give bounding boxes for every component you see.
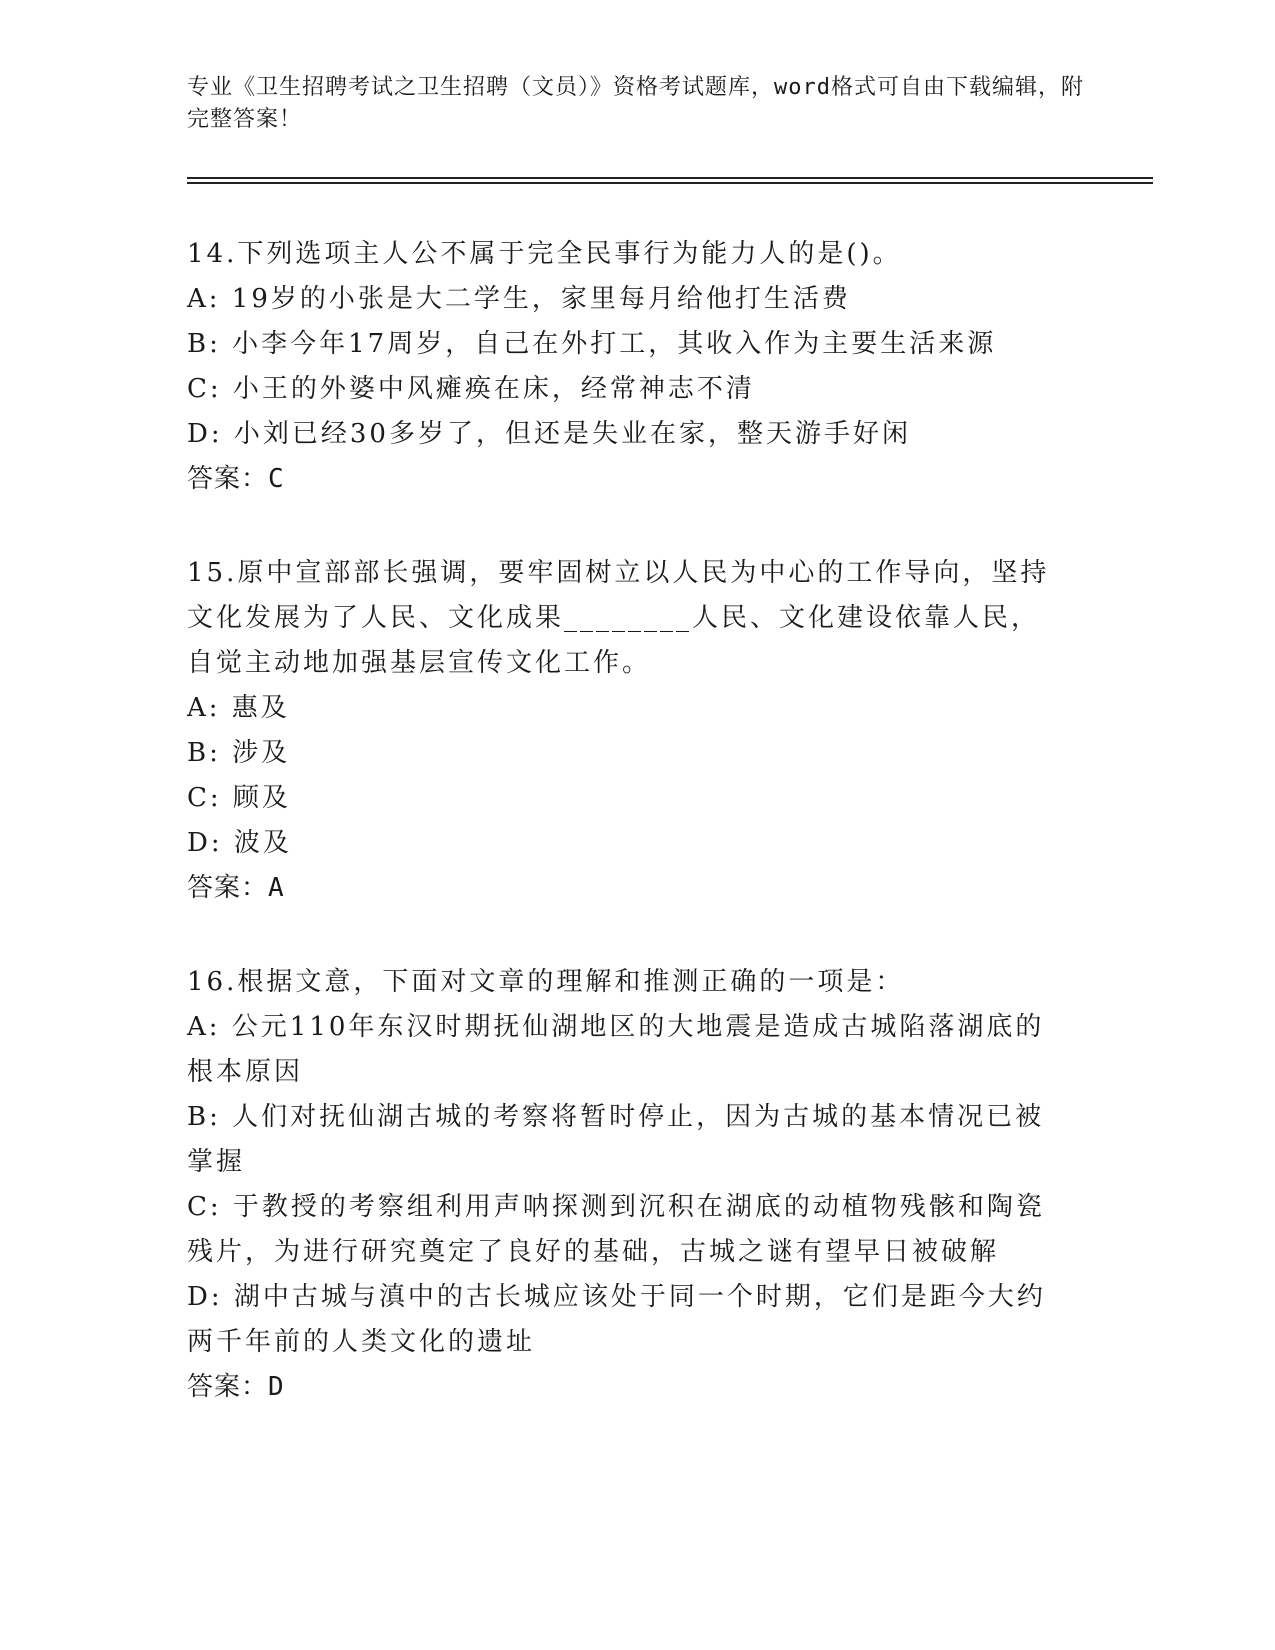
header-divider-bottom bbox=[187, 182, 1153, 184]
question-list bbox=[187, 232, 1067, 1410]
option-b: B: 涉及 bbox=[187, 738, 291, 768]
option-c: C: 小王的外婆中风瘫痪在床，经常神志不清 bbox=[187, 374, 755, 404]
option-a: A: 19岁的小张是大二学生，家里每月给他打生活费 bbox=[187, 284, 851, 314]
header-text: 专业《卫生招聘考试之卫生招聘（文员）》资格考试题库，word格式可自由下载编辑，附完整答案！ bbox=[187, 75, 1084, 132]
answer: 答案：A bbox=[187, 873, 285, 903]
header-divider-top bbox=[187, 177, 1153, 179]
answer: 答案：D bbox=[187, 1372, 285, 1402]
option-a: A: 惠及 bbox=[187, 693, 290, 723]
option-a: A: 公元110年东汉时期抚仙湖地区的大地震是造成古城陷落湖底的根本原因 bbox=[187, 1012, 1045, 1087]
question-14 bbox=[187, 232, 1067, 502]
question-stem: 16.根据文意，下面对文章的理解和推测正确的一项是： bbox=[187, 967, 905, 997]
question-stem: 14.下列选项主人公不属于完全民事行为能力人的是()。 bbox=[187, 239, 902, 269]
option-d: D: 湖中古城与滇中的古长城应该处于同一个时期，它们是距今大约两千年前的人类文化的遗址 bbox=[187, 1282, 1046, 1357]
option-d: D: 小刘已经30多岁了，但还是失业在家，整天游手好闲 bbox=[187, 419, 911, 449]
option-d: D: 波及 bbox=[187, 828, 292, 858]
question-16 bbox=[187, 960, 1067, 1410]
question-stem: 15.原中宣部部长强调，要牢固树立以人民为中心的工作导向，坚持文化发展为了人民、文化成果________人民、文化建设依靠人民，自觉主动地加强基层宣传文化工作。 bbox=[187, 558, 1050, 678]
answer: 答案：C bbox=[187, 464, 285, 494]
option-b: B: 人们对抚仙湖古城的考察将暂时停止，因为古城的基本情况已被掌握 bbox=[187, 1102, 1045, 1177]
option-c: C: 于教授的考察组利用声呐探测到沉积在湖底的动植物残骸和陶瓷残片，为进行研究奠定了良好的基础，古城之谜有望早日被破解 bbox=[187, 1192, 1045, 1267]
option-c: C: 顾及 bbox=[187, 783, 291, 813]
question-15 bbox=[187, 551, 1067, 911]
option-b: B: 小李今年17周岁，自己在外打工，其收入作为主要生活来源 bbox=[187, 329, 997, 359]
